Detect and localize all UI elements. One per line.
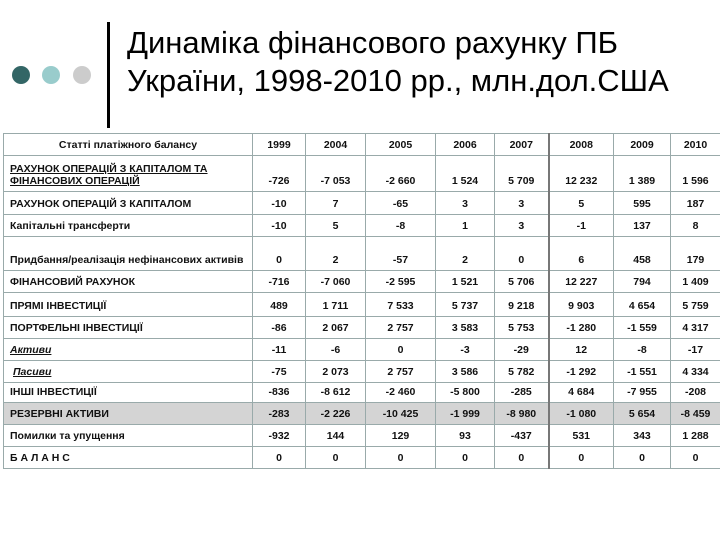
value-cell: -10 425: [366, 403, 436, 425]
value-cell: -716: [253, 271, 306, 293]
table-row: [4, 383, 720, 403]
value-cell: 5 753: [495, 317, 549, 339]
value-cell: -1 280: [549, 317, 614, 339]
value-cell: -7 053: [306, 156, 366, 192]
value-cell: 5: [549, 192, 614, 215]
value-cell: 0: [436, 447, 495, 469]
value-cell: 4 334: [671, 361, 720, 383]
row-label: ФІНАНСОВИЙ РАХУНОК: [10, 276, 136, 288]
row-label-cell: [4, 425, 253, 447]
value-cell: 2: [306, 237, 366, 271]
row-label-cell: [4, 317, 253, 339]
value-cell: -1: [549, 215, 614, 237]
value-cell: -1 292: [549, 361, 614, 383]
value-cell: 1 711: [306, 293, 366, 317]
row-label-cell: [4, 383, 253, 403]
value-cell: -437: [495, 425, 549, 447]
value-cell: 9 218: [495, 293, 549, 317]
row-label-cell: [4, 361, 253, 383]
row-label: РЕЗЕРВНІ АКТИВИ: [10, 408, 109, 420]
value-cell: -17: [671, 339, 720, 361]
row-label: РАХУНОК ОПЕРАЦІЙ З КАПІТАЛОМ ТА ФІНАНСОВИХ ОПЕРАЦІЙ: [10, 163, 208, 187]
table-row: [4, 339, 720, 361]
value-cell: 0: [495, 237, 549, 271]
value-cell: 0: [671, 447, 720, 469]
value-cell: 129: [366, 425, 436, 447]
value-cell: 137: [614, 215, 671, 237]
value-cell: -8: [366, 215, 436, 237]
row-label-cell: [4, 293, 253, 317]
value-cell: -8 980: [495, 403, 549, 425]
row-label: Придбання/реалізація нефінансових активів: [10, 254, 244, 266]
value-cell: -1 999: [436, 403, 495, 425]
table-row: [4, 425, 720, 447]
value-cell: 144: [306, 425, 366, 447]
value-cell: 0: [306, 447, 366, 469]
value-cell: -8: [614, 339, 671, 361]
value-cell: -8 612: [306, 383, 366, 403]
value-cell: 5 709: [495, 156, 549, 192]
value-cell: 12: [549, 339, 614, 361]
value-cell: 3: [495, 192, 549, 215]
value-cell: 0: [549, 447, 614, 469]
value-cell: 4 684: [549, 383, 614, 403]
value-cell: 1 521: [436, 271, 495, 293]
value-cell: 5 737: [436, 293, 495, 317]
value-cell: 1 288: [671, 425, 720, 447]
value-cell: 3 586: [436, 361, 495, 383]
decor-dot-dark: [12, 66, 30, 84]
value-cell: 5: [306, 215, 366, 237]
decor-dot-light: [42, 66, 60, 84]
decor-dot-grey: [73, 66, 91, 84]
value-cell: 5 782: [495, 361, 549, 383]
value-cell: 1 409: [671, 271, 720, 293]
table-row: [4, 237, 720, 271]
value-cell: -2 460: [366, 383, 436, 403]
value-cell: -10: [253, 215, 306, 237]
column-header-year: 2007: [495, 134, 549, 156]
value-cell: 6: [549, 237, 614, 271]
value-cell: 8: [671, 215, 720, 237]
value-cell: -86: [253, 317, 306, 339]
row-label: Пасиви: [13, 366, 52, 378]
value-cell: -8 459: [671, 403, 720, 425]
balance-table: [3, 133, 720, 469]
row-label: ПОРТФЕЛЬНІ ІНВЕСТИЦІЇ: [10, 322, 143, 334]
value-cell: 794: [614, 271, 671, 293]
value-cell: 0: [495, 447, 549, 469]
value-cell: -5 800: [436, 383, 495, 403]
value-cell: -1 080: [549, 403, 614, 425]
value-cell: -2 226: [306, 403, 366, 425]
row-label: РАХУНОК ОПЕРАЦІЙ З КАПІТАЛОМ: [10, 198, 192, 210]
value-cell: -932: [253, 425, 306, 447]
table-row: [4, 447, 720, 469]
value-cell: 2 757: [366, 317, 436, 339]
value-cell: 0: [614, 447, 671, 469]
value-cell: -29: [495, 339, 549, 361]
row-label-cell: [4, 447, 253, 469]
value-cell: -1 559: [614, 317, 671, 339]
value-cell: -2 660: [366, 156, 436, 192]
value-cell: 93: [436, 425, 495, 447]
column-header-year: 2008: [549, 134, 614, 156]
value-cell: 0: [366, 339, 436, 361]
value-cell: 531: [549, 425, 614, 447]
value-cell: 5 706: [495, 271, 549, 293]
column-header-items: Статті платіжного балансу: [4, 134, 253, 156]
value-cell: 9 903: [549, 293, 614, 317]
title-divider: [107, 22, 110, 128]
value-cell: -10: [253, 192, 306, 215]
value-cell: 595: [614, 192, 671, 215]
value-cell: 1 596: [671, 156, 720, 192]
value-cell: 7: [306, 192, 366, 215]
column-header-year: 2005: [366, 134, 436, 156]
value-cell: -836: [253, 383, 306, 403]
value-cell: -11: [253, 339, 306, 361]
value-cell: 0: [366, 447, 436, 469]
value-cell: 2 757: [366, 361, 436, 383]
row-label-cell: [4, 271, 253, 293]
value-cell: -2 595: [366, 271, 436, 293]
column-header-year: 1999: [253, 134, 306, 156]
row-label: Помилки та упущення: [10, 430, 125, 442]
table-row: [4, 215, 720, 237]
value-cell: 179: [671, 237, 720, 271]
value-cell: 2 067: [306, 317, 366, 339]
row-label-cell: [4, 237, 253, 271]
row-label-cell: [4, 156, 253, 192]
value-cell: 12 232: [549, 156, 614, 192]
value-cell: 3: [495, 215, 549, 237]
row-label: Б А Л А Н С: [10, 452, 70, 464]
row-label: ІНШІ ІНВЕСТИЦІЇ: [10, 386, 97, 398]
value-cell: 4 317: [671, 317, 720, 339]
column-header-year: 2006: [436, 134, 495, 156]
value-cell: -57: [366, 237, 436, 271]
value-cell: -1 551: [614, 361, 671, 383]
value-cell: -7 060: [306, 271, 366, 293]
slide-title: Динаміка фінансового рахунку ПБ України, 1998-2010 рр., млн.дол.США: [127, 25, 669, 98]
value-cell: 1 389: [614, 156, 671, 192]
value-cell: 1: [436, 215, 495, 237]
value-cell: 2: [436, 237, 495, 271]
value-cell: 5 654: [614, 403, 671, 425]
value-cell: 458: [614, 237, 671, 271]
value-cell: -283: [253, 403, 306, 425]
row-label: Капітальні трансферти: [10, 220, 131, 232]
value-cell: -3: [436, 339, 495, 361]
value-cell: 0: [253, 447, 306, 469]
row-label: Активи: [10, 344, 52, 356]
value-cell: 187: [671, 192, 720, 215]
value-cell: -208: [671, 383, 720, 403]
row-label-cell: [4, 192, 253, 215]
value-cell: -6: [306, 339, 366, 361]
value-cell: 4 654: [614, 293, 671, 317]
value-cell: 7 533: [366, 293, 436, 317]
value-cell: 5 759: [671, 293, 720, 317]
value-cell: 2 073: [306, 361, 366, 383]
value-cell: 489: [253, 293, 306, 317]
value-cell: -7 955: [614, 383, 671, 403]
value-cell: -75: [253, 361, 306, 383]
table-row: [4, 361, 720, 383]
value-cell: 12 227: [549, 271, 614, 293]
value-cell: 3: [436, 192, 495, 215]
table-row: [4, 192, 720, 215]
column-header-year: 2004: [306, 134, 366, 156]
table-row: [4, 293, 720, 317]
row-label-cell: [4, 403, 253, 425]
row-label-cell: [4, 339, 253, 361]
value-cell: -726: [253, 156, 306, 192]
row-label: ПРЯМІ ІНВЕСТИЦІЇ: [10, 300, 107, 312]
table-row: [4, 403, 720, 425]
value-cell: -65: [366, 192, 436, 215]
table-row: [4, 271, 720, 293]
value-cell: 343: [614, 425, 671, 447]
column-header-year: 2009: [614, 134, 671, 156]
table-row: [4, 156, 720, 192]
column-header-year: 2010: [671, 134, 720, 156]
row-label-cell: [4, 215, 253, 237]
value-cell: 0: [253, 237, 306, 271]
table-row: [4, 317, 720, 339]
table-header-row: [4, 134, 720, 156]
value-cell: -285: [495, 383, 549, 403]
value-cell: 1 524: [436, 156, 495, 192]
value-cell: 3 583: [436, 317, 495, 339]
